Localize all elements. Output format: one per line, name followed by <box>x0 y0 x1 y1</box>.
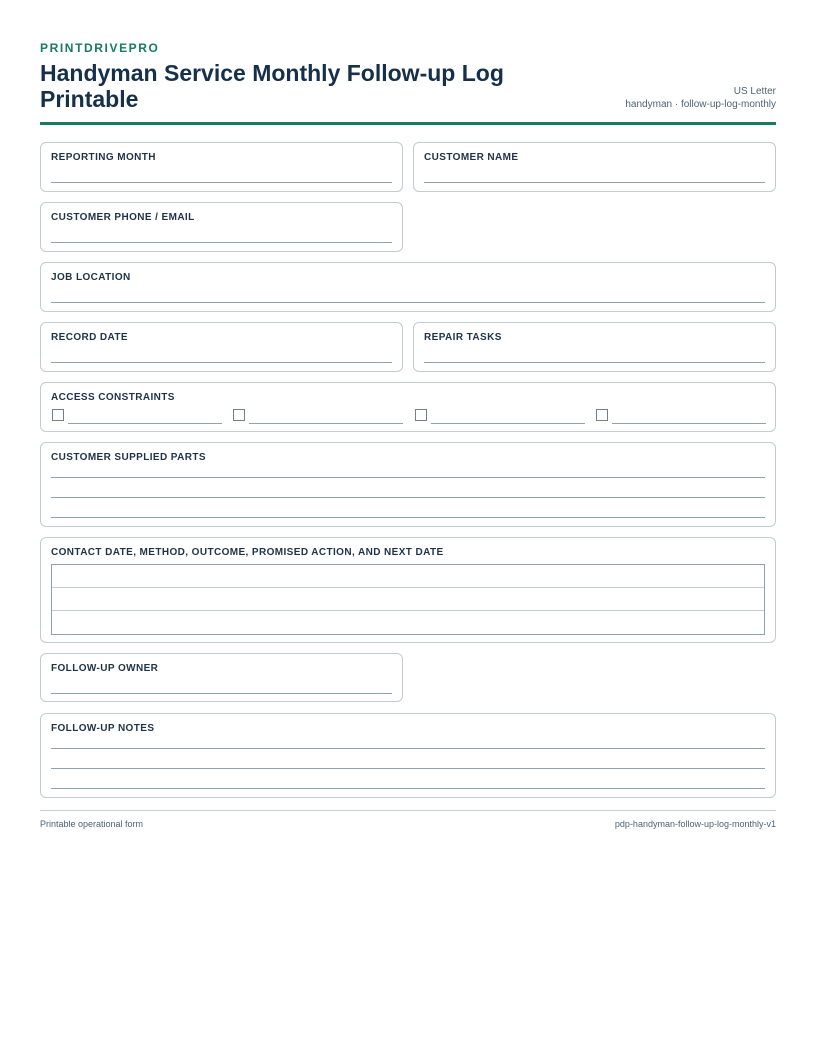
customer-name-entry-line[interactable] <box>424 182 765 183</box>
brand-name: PRINTDRIVEPRO <box>40 41 160 55</box>
access-option-3[interactable] <box>415 409 585 424</box>
job-location-label: JOB LOCATION <box>51 272 131 283</box>
record-date-field <box>40 322 403 372</box>
record-date-entry-line[interactable] <box>51 362 392 363</box>
contact-log-row[interactable] <box>52 611 764 634</box>
parts-entry-line-1[interactable] <box>51 477 765 478</box>
contact-log-label: CONTACT DATE, METHOD, OUTCOME, PROMISED ACTION, AND NEXT DATE <box>51 547 444 558</box>
reporting-month-field <box>40 142 403 192</box>
customer-supplied-parts-label: CUSTOMER SUPPLIED PARTS <box>51 452 206 463</box>
footer-divider <box>40 810 776 811</box>
contact-log-field <box>40 537 776 643</box>
follow-up-owner-field <box>40 653 403 702</box>
job-location-field <box>40 262 776 312</box>
access-option-2[interactable] <box>233 409 403 424</box>
option-entry-line[interactable] <box>612 423 766 424</box>
parts-entry-line-3[interactable] <box>51 517 765 518</box>
customer-supplied-parts-field <box>40 442 776 527</box>
reporting-month-label: REPORTING MONTH <box>51 152 156 163</box>
parts-entry-line-2[interactable] <box>51 497 765 498</box>
checkbox[interactable] <box>596 409 608 421</box>
follow-up-owner-entry-line[interactable] <box>51 693 392 694</box>
footer-description: Printable operational form <box>40 819 144 829</box>
customer-contact-label: CUSTOMER PHONE / EMAIL <box>51 212 195 223</box>
access-constraints-field <box>40 382 776 432</box>
access-option-1[interactable] <box>52 409 222 424</box>
option-entry-line[interactable] <box>249 423 403 424</box>
page-title: Handyman Service Monthly Follow-up Log Printable <box>40 60 504 112</box>
customer-name-label: CUSTOMER NAME <box>424 152 519 163</box>
customer-contact-entry-line[interactable] <box>51 242 392 243</box>
follow-up-notes-label: FOLLOW-UP NOTES <box>51 723 155 734</box>
contact-log-row[interactable] <box>52 565 764 588</box>
customer-name-field <box>413 142 776 192</box>
header-divider <box>40 122 776 125</box>
contact-log-table <box>51 564 765 635</box>
checkbox[interactable] <box>415 409 427 421</box>
checkbox[interactable] <box>233 409 245 421</box>
form-id: pdp-handyman-follow-up-log-monthly-v1 <box>614 819 776 829</box>
notes-entry-line-3[interactable] <box>51 788 765 789</box>
paper-size: US Letter <box>733 86 776 97</box>
notes-entry-line-1[interactable] <box>51 748 765 749</box>
document-tags: handyman · follow-up-log-monthly <box>625 99 776 110</box>
repair-tasks-field <box>413 322 776 372</box>
notes-entry-line-2[interactable] <box>51 768 765 769</box>
job-location-entry-line[interactable] <box>51 302 765 303</box>
follow-up-owner-label: FOLLOW-UP OWNER <box>51 663 159 674</box>
repair-tasks-entry-line[interactable] <box>424 362 765 363</box>
access-option-4[interactable] <box>596 409 766 424</box>
option-entry-line[interactable] <box>68 423 222 424</box>
document-meta <box>625 85 776 111</box>
contact-log-row[interactable] <box>52 588 764 611</box>
access-constraints-label: ACCESS CONSTRAINTS <box>51 392 175 403</box>
customer-contact-field <box>40 202 403 252</box>
option-entry-line[interactable] <box>431 423 585 424</box>
follow-up-notes-field <box>40 713 776 798</box>
reporting-month-entry-line[interactable] <box>51 182 392 183</box>
record-date-label: RECORD DATE <box>51 332 128 343</box>
checkbox[interactable] <box>52 409 64 421</box>
repair-tasks-label: REPAIR TASKS <box>424 332 502 343</box>
